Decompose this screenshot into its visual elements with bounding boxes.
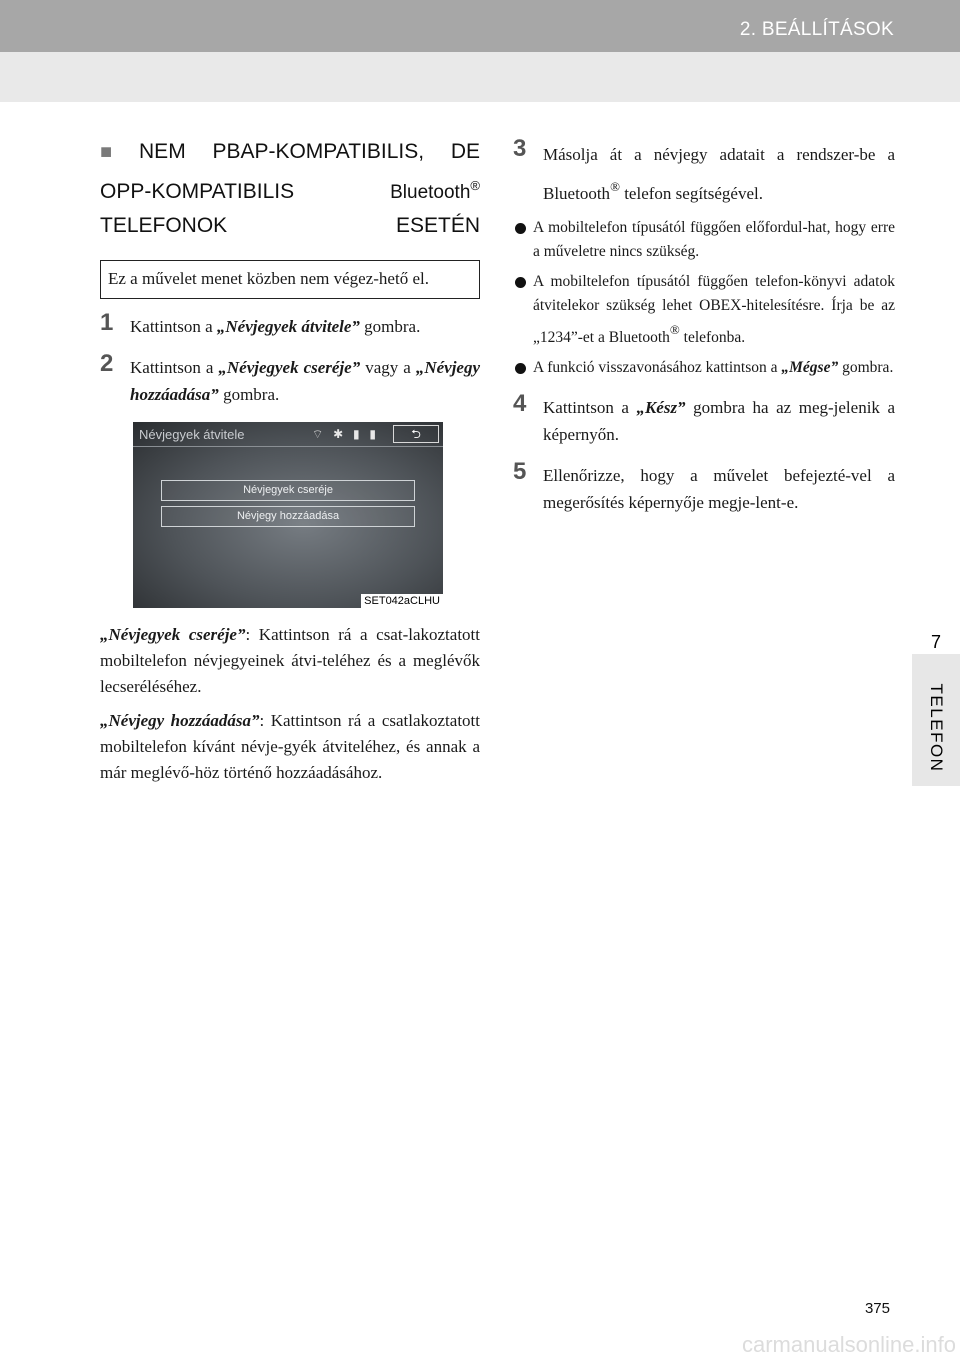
left-column [100,135,480,786]
button-reference: „Kész” [636,398,686,417]
right-column [513,135,895,516]
header-band [0,52,960,102]
heading-line-3: TELEFONOK ESETÉN [100,214,480,237]
definition: : Kattintson rá a csatlakoztatott mobiltelefon kívánt névje-gyék átviteléhez, és annak a már meglévő-höz történő hozzáadásához. [100,711,480,782]
step-3 [513,135,895,210]
step-text: Kattintson a [130,358,214,377]
step-text: Kattintson a [130,317,213,336]
screen-divider [133,446,443,447]
bullet-icon [515,223,526,234]
bullet-icon [515,363,526,374]
bullet-item [513,356,895,380]
status-icons: ⌔ ✱ ▮ ▮ [312,427,379,441]
button-reference: „Névjegy hozzáadása” [130,358,481,404]
chapter-label: TELEFON [927,683,946,773]
back-icon[interactable]: ⮌ [393,425,439,443]
step-text: Ellenőrizze, hogy a művelet befejezté-vel a megerősítés képernyője megje-lent-e. [543,466,895,512]
description-add [100,708,480,786]
page-number: 375 [864,1300,890,1317]
add-contact-button[interactable]: Névjegy hozzáadása [161,506,415,527]
step-text: vagy a [365,358,411,377]
section-heading [100,135,480,242]
registered-mark: ® [470,178,480,193]
step-4 [513,390,895,448]
watermark: carmanualsonline.info [741,1332,956,1357]
registered-mark: ® [610,179,620,194]
step-text: Másolja át a névjegy adatait a rendszer-be a Bluetooth [543,145,895,203]
definition: : Kattintson rá a csat-lakoztatott mobiltelefon névjegyeinek átvi-teléhez és a meglévők lecseréléséhez. [100,625,480,696]
bullet-text: A mobiltelefon típusától függően előfordul-hat, hogy erre a műveletre nincs szükség. [533,219,895,260]
step-text: telefon segítségével. [619,184,763,203]
replace-contacts-button[interactable]: Névjegyek cseréje [161,480,415,501]
button-reference: „Névjegyek átvitele” [216,317,360,336]
step-text: Kattintson a [543,398,629,417]
step-text: gombra. [223,385,280,404]
section-title: 2. BEÁLLÍTÁSOK [739,19,894,40]
bullet-text: A mobiltelefon típusától függően telefon-könyvi adatok átvitelekor szükség lehet OBEX-hitelesítésre. Írja be az „1234”-et a Bluetooth [533,273,895,346]
heading-line-1: NEM PBAP-KOMPATIBILIS, DE [139,140,480,163]
note-box: Ez a művelet menet közben nem végez-hető el. [100,260,480,299]
heading-bluetooth: Bluetooth [390,182,471,203]
step-5 [513,458,895,516]
step-number: 2 [100,350,114,377]
description-replace [100,622,480,700]
bullet-text: telefonba. [679,329,746,346]
bullet-icon [515,277,526,288]
heading-line-2a: OPP-KOMPATIBILIS [100,180,295,203]
step-number: 1 [100,309,114,336]
button-reference: „Mégse” [781,359,839,376]
step-number: 5 [513,458,527,485]
button-reference: „Névjegyek cseréje” [218,358,361,377]
step-number: 3 [513,135,527,162]
screen-title: Névjegyek átvitele [139,427,245,442]
header-bar [0,0,960,52]
step-text: gombra ha az meg-jelenik a képernyőn. [543,398,895,444]
step-2 [100,350,481,408]
step-text: gombra. [364,317,421,336]
chapter-number: 7 [912,608,960,654]
bullet-item [513,270,895,350]
term: „Névjegyek cseréje” [100,625,246,644]
step-number: 4 [513,390,527,417]
term: „Névjegy hozzáadása” [100,711,260,730]
step-1 [100,309,480,340]
figure-code: SET042aCLHU [361,594,443,608]
registered-mark: ® [669,322,680,337]
bullet-text: A funkció visszavonásához kattintson a [533,359,782,376]
bullet-text: gombra. [838,359,894,376]
square-bullet-icon: ■ [100,141,134,163]
bullet-item [513,216,895,264]
screenshot-figure [133,422,443,608]
